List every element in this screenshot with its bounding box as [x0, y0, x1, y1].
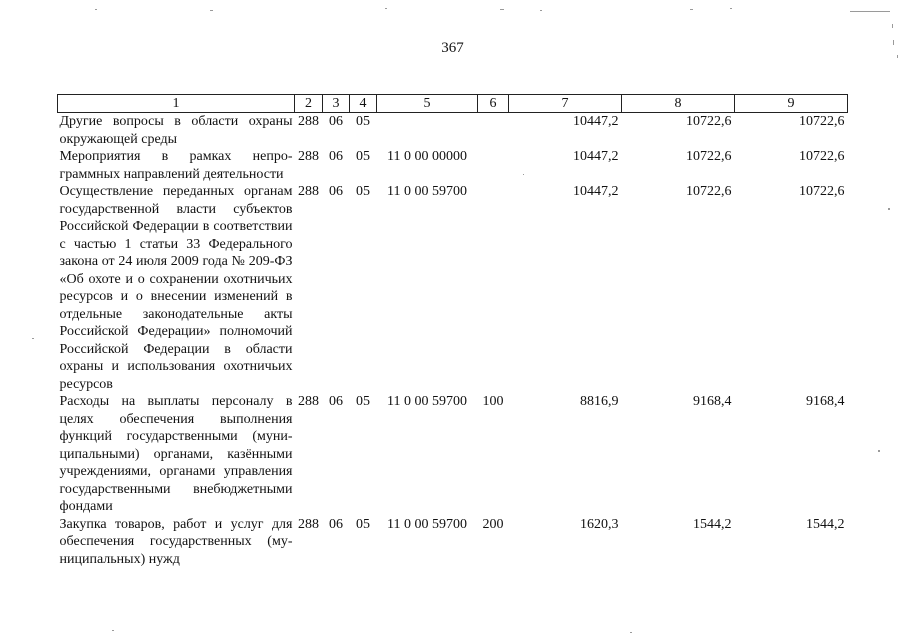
ministry-code: 288: [298, 149, 319, 164]
subsection-code: 05: [356, 516, 370, 532]
section-code: 06: [329, 149, 343, 164]
ministry-code: 288: [298, 184, 319, 199]
section-code: 06: [329, 184, 343, 199]
target-article-code: [377, 113, 478, 149]
target-article-code: 11 0 00 59700: [387, 394, 467, 409]
section-code: 06: [329, 394, 343, 409]
table-row: [58, 393, 848, 516]
amount-year-2: 10722,6: [686, 114, 732, 129]
amount-year-2: 9168,4: [693, 394, 732, 409]
subsection-code: 05: [356, 184, 370, 199]
table-header-row: [58, 95, 848, 113]
target-article-code: 11 0 00 59700: [387, 184, 467, 199]
ministry-code: 288: [298, 114, 319, 129]
column-header: 4: [350, 95, 377, 113]
amount-year-1: 10447,2: [573, 184, 619, 199]
amount-year-2: 10722,6: [686, 184, 732, 199]
amount-year-3: 10722,6: [799, 184, 845, 199]
amount-year-3: 10722,6: [799, 114, 845, 129]
page-number: 367: [441, 40, 464, 56]
target-article-code: 11 0 00 59700: [387, 516, 467, 532]
amount-year-2: 1544,2: [693, 516, 732, 532]
column-header: 2: [295, 95, 323, 113]
column-header: 3: [323, 95, 350, 113]
expense-type-code: 100: [482, 394, 504, 409]
expense-type-code: [478, 148, 509, 183]
row-description: Расходы на выплаты персоналу в целях обеспечения выполнения функций государственными (муниципальными) органами, казёнными учреждениями, органами управления государственными внебюджетными фондами: [59, 394, 293, 514]
row-description: Мероприятия в рамках непрограммных направлений деятельности: [59, 149, 293, 182]
column-header: 7: [509, 95, 622, 113]
row-description: Закупка товаров, работ и услуг для обеспечения государственных (муниципальных) нужд: [59, 516, 293, 567]
amount-year-1: 10447,2: [573, 114, 619, 129]
amount-year-2: 10722,6: [686, 149, 732, 164]
expense-type-code: [478, 113, 509, 149]
column-header: 6: [478, 95, 509, 113]
amount-year-1: 8816,9: [580, 394, 619, 409]
table-row: [58, 148, 848, 183]
subsection-code: 05: [356, 149, 370, 164]
amount-year-3: 9168,4: [806, 394, 845, 409]
target-article-code: 11 0 00 00000: [387, 149, 467, 164]
subsection-code: 05: [356, 114, 370, 129]
amount-year-3: 1544,2: [806, 516, 845, 532]
ministry-code: 288: [298, 516, 319, 532]
column-header: 1: [58, 95, 295, 113]
amount-year-1: 1620,3: [580, 516, 619, 532]
column-header: 5: [377, 95, 478, 113]
section-code: 06: [329, 516, 343, 532]
expense-type-code: 200: [482, 516, 504, 532]
expense-type-code: [478, 183, 509, 393]
subsection-code: 05: [356, 394, 370, 409]
column-header: 9: [735, 95, 848, 113]
row-description: Другие вопросы в области охраны окружающей среды: [59, 114, 293, 147]
row-description: Осуществление переданных органам государственной власти субъектов Российской Федерации в соответствии с частью 1 статьи 33 Федерального закона от 24 июля 2009 года № 209-ФЗ «Об охоте и о сохранении охотничьих ресурсов и о внесении изменений в отдельные законодательные акты Российской Федерации» полномочий Российской Федерации в области охраны и использования охотничьих ресурсов: [59, 184, 293, 392]
table-row: [58, 183, 848, 393]
column-header: 8: [622, 95, 735, 113]
section-code: 06: [329, 114, 343, 129]
ministry-code: 288: [298, 394, 319, 409]
budget-table: [57, 94, 848, 568]
table-row: [58, 113, 848, 149]
amount-year-1: 10447,2: [573, 149, 619, 164]
amount-year-3: 10722,6: [799, 149, 845, 164]
table-row: [58, 516, 848, 569]
